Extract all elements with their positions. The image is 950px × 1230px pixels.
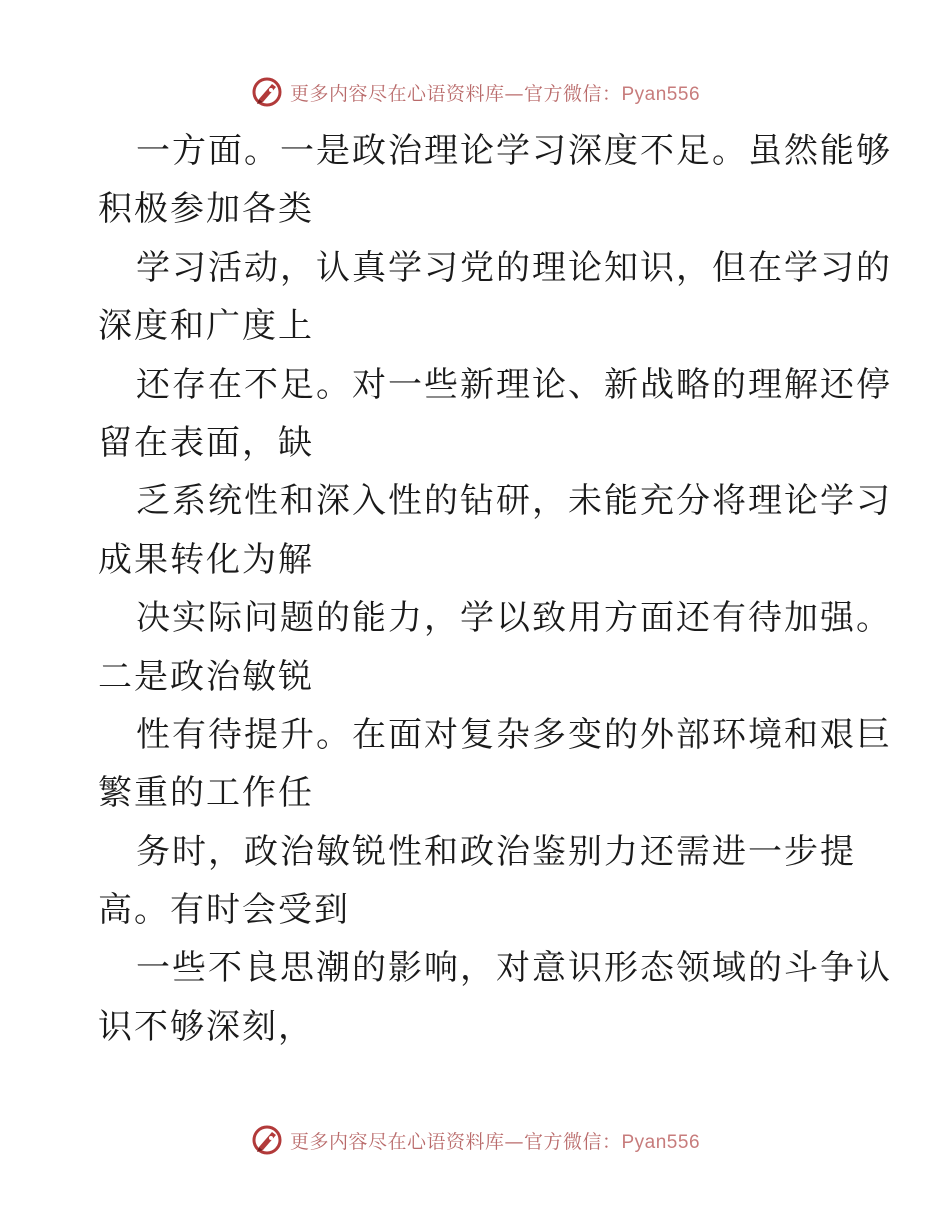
- text-line: 深度和广度上: [98, 306, 314, 347]
- header-banner-text: [290, 79, 700, 106]
- pen-logo-icon: [250, 75, 284, 109]
- header-banner-cn: 更多内容尽在心语资料库—官方微信：: [289, 82, 622, 105]
- text-line: 务时，政治敏锐性和政治鉴别力还需进一步提: [136, 831, 856, 872]
- body-text: [98, 122, 892, 1056]
- header-banner: [0, 72, 950, 112]
- text-line: 一些不良思潮的影响，对意识形态领域的斗争认: [136, 948, 892, 989]
- text-line: 成果转化为解: [98, 539, 314, 580]
- text-line: 性有待提升。在面对复杂多变的外部环境和艰巨: [136, 714, 892, 755]
- text-line: 二是政治敏锐: [98, 656, 314, 697]
- text-line: 一方面。一是政治理论学习深度不足。虽然能够: [136, 131, 892, 171]
- text-line: 还存在不足。对一些新理论、新战略的理解还停: [136, 364, 892, 405]
- text-line: 积极参加各类: [98, 189, 314, 230]
- footer-banner-text: [290, 1127, 700, 1154]
- text-line: 留在表面，缺: [98, 422, 314, 463]
- text-line: 高。有时会受到: [98, 890, 350, 931]
- pen-logo-icon: [250, 1123, 284, 1157]
- text-line: 决实际问题的能力，学以致用方面还有待加强。: [136, 598, 892, 639]
- footer-banner-cn: 更多内容尽在心语资料库—官方微信：: [289, 1130, 622, 1153]
- footer-banner-wechat-id: Pyan556: [621, 1131, 701, 1153]
- text-line: 繁重的工作任: [98, 773, 314, 814]
- header-banner-wechat-id: Pyan556: [621, 83, 701, 105]
- text-line: 乏系统性和深入性的钻研，未能充分将理论学习: [136, 481, 892, 522]
- footer-banner: [0, 1120, 950, 1160]
- text-line: 识不够深刻，: [98, 1006, 314, 1047]
- text-line: 学习活动，认真学习党的理论知识，但在学习的: [136, 247, 892, 288]
